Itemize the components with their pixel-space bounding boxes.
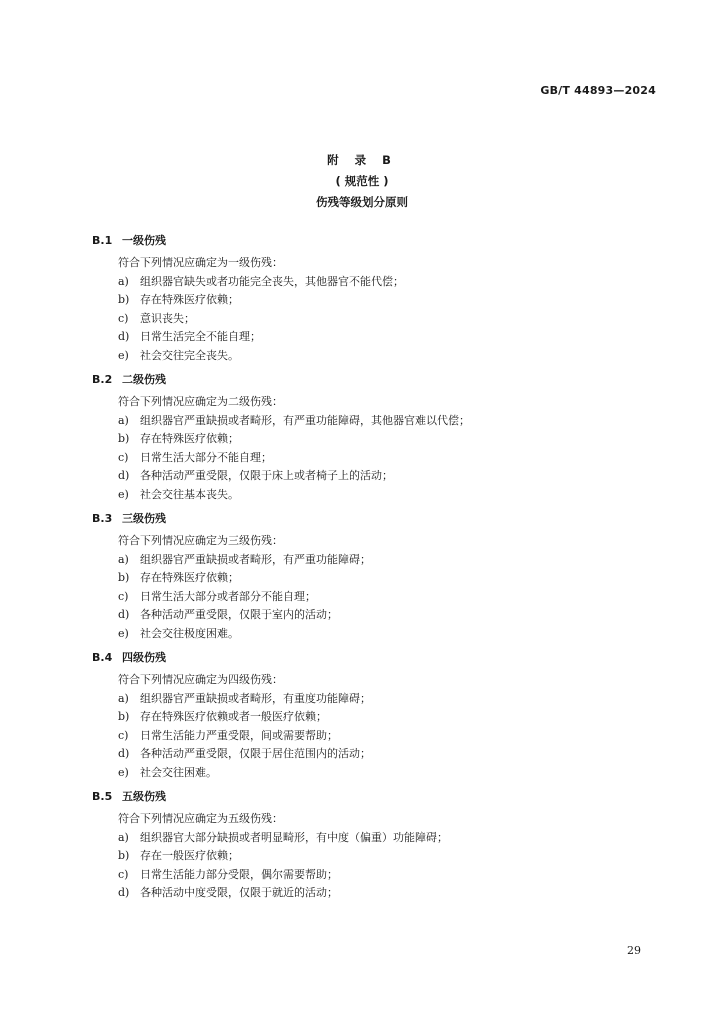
- list-item: [92, 569, 662, 588]
- section-title: 二级伤残: [122, 373, 166, 386]
- section-number: B.4: [92, 651, 113, 664]
- list-marker: c): [118, 867, 129, 881]
- list-item: [92, 625, 662, 644]
- list-item-text: 存在特殊医疗依赖；: [140, 432, 239, 445]
- list-item-text: 组织器官严重缺损或者畸形，有严重功能障碍；: [140, 552, 371, 566]
- list-item: [92, 347, 662, 366]
- list-item-text: 日常生活大部分或者部分不能自理；: [140, 589, 316, 603]
- list-item: [92, 486, 662, 505]
- list-item: [92, 328, 662, 347]
- list-marker: e): [118, 626, 129, 640]
- list-marker: a): [118, 274, 129, 288]
- list-marker: b): [118, 293, 130, 306]
- list-marker: a): [118, 691, 129, 705]
- section: [92, 647, 662, 782]
- annex-title-block: [0, 150, 724, 213]
- section: [92, 230, 662, 365]
- list-item: [92, 606, 662, 625]
- list-item-text: 组织器官严重缺损或者畸形，有重度功能障碍；: [140, 691, 371, 705]
- list-marker: d): [118, 886, 130, 899]
- section-title: 四级伤残: [122, 651, 166, 664]
- page-number: 29: [627, 944, 641, 957]
- list-marker: b): [118, 571, 130, 584]
- list-item-text: 存在特殊医疗依赖或者一般医疗依赖；: [140, 710, 327, 723]
- list-item: [92, 467, 662, 486]
- list-marker: a): [118, 830, 129, 844]
- annex-name: 伤残等级划分原则: [316, 195, 408, 209]
- list-item-text: 存在特殊医疗依赖；: [140, 571, 239, 584]
- list-item: [92, 829, 662, 848]
- list-item: [92, 588, 662, 607]
- list-item-text: 社会交往完全丧失。: [140, 348, 239, 362]
- section-heading: [92, 230, 662, 252]
- section: [92, 508, 662, 643]
- section-number: B.2: [92, 373, 113, 386]
- section: [92, 369, 662, 504]
- list-marker: d): [118, 469, 130, 482]
- list-item: [92, 847, 662, 866]
- section-heading: [92, 508, 662, 530]
- list-item: [92, 449, 662, 468]
- section-intro: 符合下列情况应确定为三级伤残：: [118, 534, 283, 547]
- annex-type: ( 规范性 ): [335, 174, 389, 188]
- document-body: [92, 226, 662, 903]
- list-marker: c): [118, 311, 129, 325]
- section-number: B.3: [92, 512, 113, 525]
- list-item: [92, 866, 662, 885]
- list-item-text: 社会交往极度困难。: [140, 626, 239, 640]
- list-item-text: 意识丧失；: [140, 311, 195, 325]
- section-heading: [92, 369, 662, 391]
- list-item-text: 存在特殊医疗依赖；: [140, 293, 239, 306]
- list-marker: a): [118, 552, 129, 566]
- list-item-text: 存在一般医疗依赖；: [140, 849, 239, 862]
- list-marker: d): [118, 608, 130, 621]
- list-item-text: 各种活动严重受限，仅限于居住范围内的活动；: [140, 747, 371, 760]
- list-item-text: 组织器官缺失或者功能完全丧失，其他器官不能代偿；: [140, 274, 404, 288]
- list-item-text: 各种活动严重受限，仅限于室内的活动；: [140, 608, 338, 621]
- section-intro: 符合下列情况应确定为五级伤残：: [118, 812, 283, 825]
- section-intro: 符合下列情况应确定为一级伤残：: [118, 256, 283, 269]
- list-item: [92, 884, 662, 903]
- list-item-text: 组织器官严重缺损或者畸形，有严重功能障碍，其他器官难以代偿；: [140, 413, 470, 427]
- list-item-text: 组织器官大部分缺损或者明显畸形，有中度（偏重）功能障碍；: [140, 830, 448, 844]
- list-item-text: 日常生活完全不能自理；: [140, 330, 261, 343]
- list-item-text: 日常生活能力严重受限，间或需要帮助；: [140, 728, 338, 742]
- list-item-text: 社会交往困难。: [140, 765, 217, 779]
- list-marker: a): [118, 413, 129, 427]
- list-item: [92, 764, 662, 783]
- list-marker: e): [118, 765, 129, 779]
- list-item-text: 各种活动中度受限，仅限于就近的活动；: [140, 886, 338, 899]
- section-title: 一级伤残: [122, 234, 166, 247]
- section-title: 三级伤残: [122, 512, 166, 525]
- annex-label: 附 录 B: [327, 153, 397, 167]
- list-item: [92, 430, 662, 449]
- list-item: [92, 310, 662, 329]
- list-marker: e): [118, 348, 129, 362]
- list-marker: d): [118, 747, 130, 760]
- list-item-text: 社会交往基本丧失。: [140, 487, 239, 501]
- list-marker: e): [118, 487, 129, 501]
- list-item: [92, 273, 662, 292]
- section-heading: [92, 786, 662, 808]
- list-marker: d): [118, 330, 130, 343]
- list-marker: b): [118, 849, 130, 862]
- section-title: 五级伤残: [122, 790, 166, 803]
- standard-number: GB/T 44893—2024: [540, 84, 656, 97]
- list-marker: c): [118, 450, 129, 464]
- list-item: [92, 745, 662, 764]
- list-item: [92, 412, 662, 431]
- list-item: [92, 291, 662, 310]
- section-intro: 符合下列情况应确定为四级伤残：: [118, 673, 283, 686]
- list-marker: c): [118, 589, 129, 603]
- section-number: B.1: [92, 234, 113, 247]
- list-item: [92, 727, 662, 746]
- section-heading: [92, 647, 662, 669]
- section-number: B.5: [92, 790, 113, 803]
- list-item: [92, 551, 662, 570]
- list-item-text: 日常生活大部分不能自理；: [140, 450, 272, 464]
- list-item-text: 日常生活能力部分受限，偶尔需要帮助；: [140, 867, 338, 881]
- list-marker: b): [118, 432, 130, 445]
- section-intro: 符合下列情况应确定为二级伤残：: [118, 395, 283, 408]
- list-marker: c): [118, 728, 129, 742]
- list-marker: b): [118, 710, 130, 723]
- list-item: [92, 690, 662, 709]
- list-item: [92, 708, 662, 727]
- section: [92, 786, 662, 903]
- list-item-text: 各种活动严重受限，仅限于床上或者椅子上的活动；: [140, 469, 393, 482]
